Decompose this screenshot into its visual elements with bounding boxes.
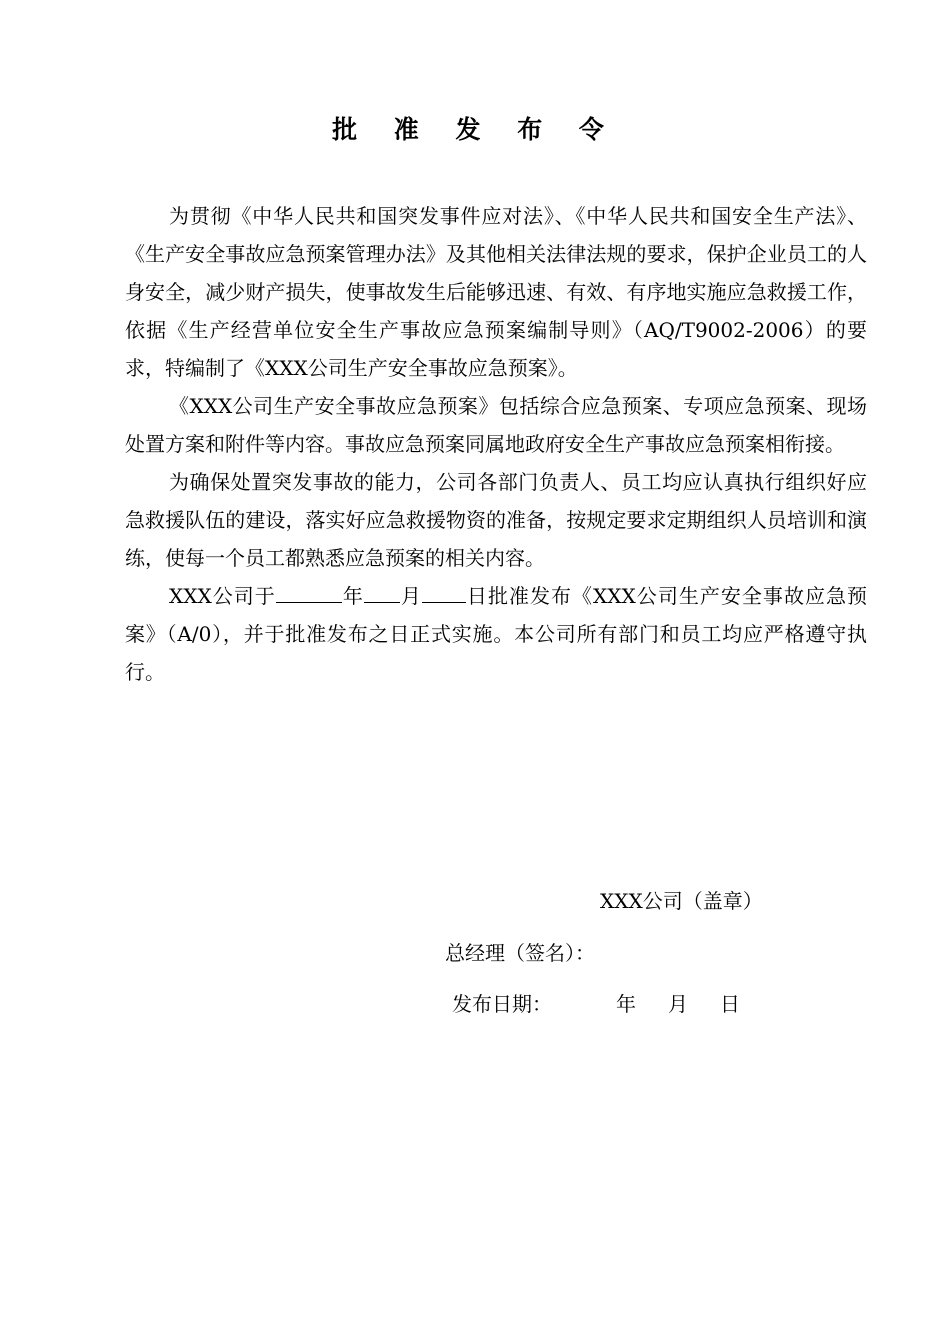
blank-day-field [422, 582, 466, 603]
document-body [125, 197, 867, 691]
date-year-unit: 年 [616, 992, 636, 1016]
release-year-text: 年 [341, 584, 364, 608]
page-title: 批 准 发 布 令 [332, 115, 618, 144]
paragraph-release [125, 577, 867, 691]
paragraph-requirements: 为确保处置突发事故的能力，公司各部门负责人、员工均应认真执行组织好应急救援队伍的建设，落实好应急救援物资的准备，按规定要求定期组织人员培训和演练，使每一个员工都熟悉应急预案的相关内容。 [125, 470, 867, 570]
signature-company: XXX公司（盖章） [600, 889, 763, 913]
signature-general-manager: 总经理（签名）： [445, 941, 595, 965]
date-label: 发布日期： [452, 992, 552, 1016]
date-month-unit: 月 [668, 992, 688, 1016]
release-company-text: XXX公司于 [169, 584, 276, 608]
paragraph-purpose: 为贯彻《中华人民共和国突发事件应对法》、《中华人民共和国安全生产法》、《生产安全事故应急预案管理办法》及其他相关法律法规的要求，保护企业员工的人身安全，减少财产损失，使事故发生后能够迅速、有效、有序地实施应急救援工作，依据《生产经营单位安全生产事故应急预案编制导则》（AQ/T9002-2006）的要求，特编制了《XXX公司生产安全事故应急预案》。 [125, 204, 867, 380]
release-rest-text: 日批准发布《XXX公司生产安全事故应急预案》（A/0），并于批准发布之日正式实施。本公司所有部门和员工均应严格遵守执行。 [125, 584, 868, 684]
signature-release-date [452, 989, 740, 1019]
paragraph-contents: 《XXX公司生产安全事故应急预案》包括综合应急预案、专项应急预案、现场处置方案和附件等内容。事故应急预案同属地政府安全生产事故应急预案相衔接。 [125, 394, 867, 456]
date-day-unit: 日 [720, 992, 740, 1016]
blank-year-field [276, 582, 342, 603]
blank-month-field [364, 582, 400, 603]
release-month-text: 月 [399, 584, 422, 608]
